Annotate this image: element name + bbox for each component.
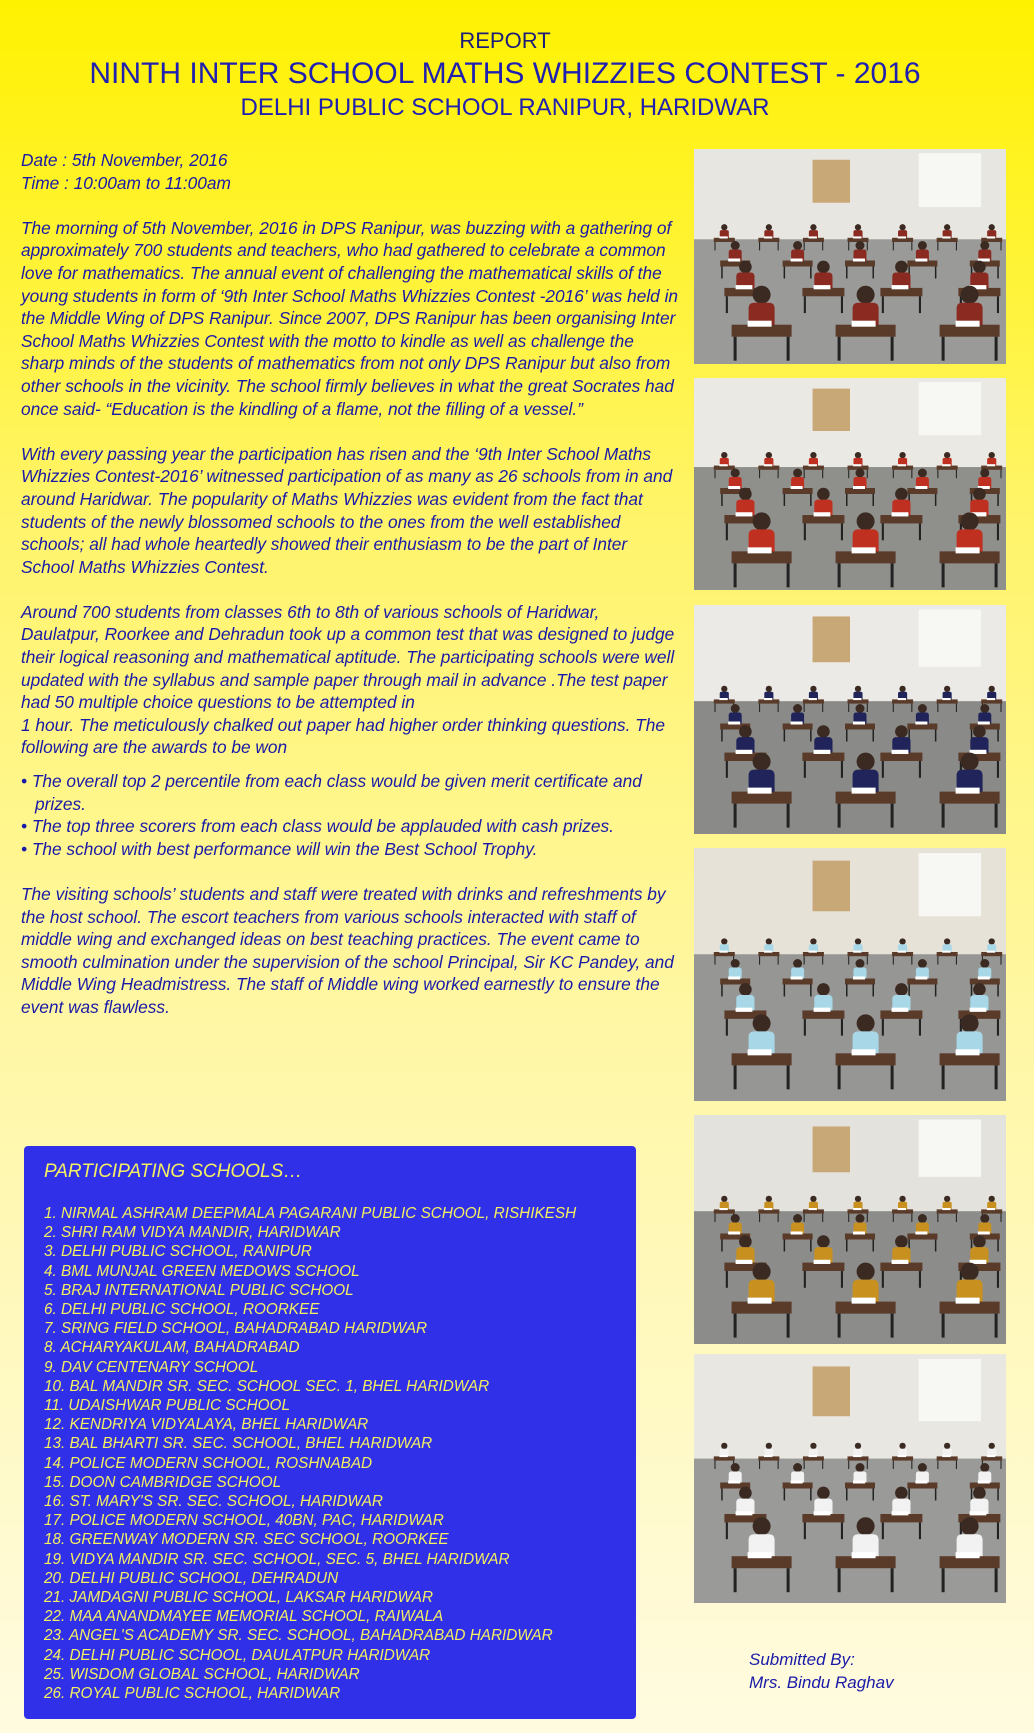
contest-photo-2 bbox=[694, 378, 1006, 590]
paragraph-test: Around 700 students from classes 6th to 8th of various schools of Haridwar, Daulatpur, Roorkee and Dehradun took up a common test that was designed to judge their logical reasoning and mathematical aptitude. The participating schools were well updated with the syllabus and sample paper through mail in advance .The test paper had 50 multiple choice questions to be attempted in bbox=[21, 601, 675, 713]
event-date: Date : 5th November, 2016 bbox=[21, 150, 228, 170]
event-time: Time : 10:00am to 11:00am bbox=[21, 172, 231, 193]
school-list-item: 9. DAV CENTENARY SCHOOL bbox=[44, 1358, 259, 1376]
submitted-by bbox=[749, 1648, 894, 1694]
paragraph-test-continued: 1 hour. The meticulously chalked out paper had higher order thinking questions. The following are the awards to be won bbox=[21, 714, 665, 758]
contest-photo-5 bbox=[694, 1115, 1006, 1344]
paragraph-intro: The morning of 5th November, 2016 in DPS Ranipur, was buzzing with a gathering of approximately 700 students and teachers, who had gathered to celebrate a common love for mathematics. The annual event of challenging the mathematical skills of the young students in form of ‘9th Inter School Maths Whizzies Contest -2016’ was held in the Middle Wing of DPS Ranipur. Since 2007, DPS Ranipur has been organising Inter School Maths Whizzies Contest with the motto to kindle as well as challenge the sharp minds of the students of mathematics from not only DPS Ranipur but also from other schools in the vicinity. The school firmly believes in what the great Socrates had once said- “Education is the kindling of a flame, not the filling of a vessel.” bbox=[21, 217, 679, 419]
contest-photo-6 bbox=[694, 1354, 1006, 1603]
school-list-item: 1. NIRMAL ASHRAM DEEPMALA PAGARANI PUBLIC SCHOOL, RISHIKESH bbox=[44, 1205, 577, 1222]
school-list-item: 6. DELHI PUBLIC SCHOOL, ROORKEE bbox=[44, 1301, 320, 1319]
submitted-label: Submitted By: bbox=[749, 1650, 855, 1669]
report-header bbox=[0, 28, 1010, 122]
school-name: DELHI PUBLIC SCHOOL RANIPUR, HARIDWAR bbox=[240, 94, 770, 121]
school-list-item: 2. SHRI RAM VIDYA MANDIR, HARIDWAR bbox=[44, 1224, 341, 1242]
classroom-photo-image bbox=[694, 1115, 1006, 1344]
classroom-photo-image bbox=[694, 378, 1006, 590]
school-list-item: 4. BML MUNJAL GREEN MEDOWS SCHOOL bbox=[44, 1262, 360, 1280]
school-list-item: 14. POLICE MODERN SCHOOL, ROSHNABAD bbox=[44, 1454, 373, 1472]
contest-photo-4 bbox=[694, 848, 1006, 1101]
school-list-item: 17. POLICE MODERN SCHOOL, 40BN, PAC, HARIDWAR bbox=[44, 1512, 444, 1530]
school-list-item: 15. DOON CAMBRIDGE SCHOOL bbox=[44, 1473, 282, 1491]
submitter-name: Mrs. Bindu Raghav bbox=[749, 1673, 894, 1692]
schools-list bbox=[44, 1204, 616, 1703]
paragraph-closing: The visiting schools’ students and staff were treated with drinks and refreshments by the host school. The escort teachers from various schools interacted with staff of middle wing and exchanged ideas on best teaching practices. The event came to smooth culmination under the supervision of the school Principal, Sir KC Pandey, and Middle Wing Headmistress. The staff of Middle wing worked earnestly to ensure the event was flawless. bbox=[21, 884, 674, 1017]
award-bullet: • The overall top 2 percentile from each class would be given merit certificate and prizes. bbox=[21, 771, 642, 814]
school-list-item: 12. KENDRIYA VIDYALAYA, BHEL HARIDWAR bbox=[44, 1416, 369, 1434]
school-list-item: 25. WISDOM GLOBAL SCHOOL, HARIDWAR bbox=[44, 1665, 360, 1683]
classroom-photo-image bbox=[694, 848, 1006, 1101]
contest-photo-3 bbox=[694, 605, 1006, 834]
school-list-item: 23. ANGEL'S ACADEMY SR. SEC. SCHOOL, BAHADRABAD HARIDWAR bbox=[44, 1627, 553, 1645]
school-list-item: 13. BAL BHARTI SR. SEC. SCHOOL, BHEL HARIDWAR bbox=[44, 1435, 433, 1453]
school-list-item: 24. DELHI PUBLIC SCHOOL, DAULATPUR HARIDWAR bbox=[44, 1646, 431, 1664]
school-list-item: 22. MAA ANANDMAYEE MEMORIAL SCHOOL, RAIWALA bbox=[44, 1608, 444, 1626]
participating-schools-panel bbox=[24, 1146, 636, 1719]
classroom-photo-image bbox=[694, 149, 1006, 364]
school-list-item: 19. VIDYA MANDIR SR. SEC. SCHOOL, SEC. 5, BHEL HARIDWAR bbox=[44, 1550, 510, 1568]
report-body bbox=[21, 149, 681, 1019]
paragraph-participation: With every passing year the participation has risen and the ‘9th Inter School Maths Whizzies Contest-2016’ witnessed participation of as many as 26 schools from in and around Haridwar. The popularity of Maths Whizzies was evident from the fact that students of the newly blossomed schools to the ones from the well established schools; all had whole heartedly showed their enthusiasm to be the part of Inter School Maths Whizzies Contest. bbox=[21, 443, 673, 577]
schools-title: PARTICIPATING SCHOOLS… bbox=[44, 1161, 303, 1182]
school-list-item: 7. SRING FIELD SCHOOL, BAHADRABAD HARIDWAR bbox=[44, 1320, 428, 1338]
school-list-item: 21. JAMDAGNI PUBLIC SCHOOL, LAKSAR HARIDWAR bbox=[44, 1589, 434, 1607]
school-list-item: 10. BAL MANDIR SR. SEC. SCHOOL SEC. 1, BHEL HARIDWAR bbox=[44, 1377, 490, 1395]
school-list-item: 16. ST. MARY'S SR. SEC. SCHOOL, HARIDWAR bbox=[44, 1493, 383, 1511]
award-bullet: • The top three scorers from each class would be applauded with cash prizes. bbox=[21, 816, 614, 837]
award-bullet: • The school with best performance will win the Best School Trophy. bbox=[21, 838, 538, 859]
school-list-item: 8. ACHARYAKULAM, BAHADRABAD bbox=[44, 1339, 300, 1357]
school-list-item: 11. UDAISHWAR PUBLIC SCHOOL bbox=[44, 1397, 290, 1415]
report-label: REPORT bbox=[459, 28, 551, 53]
school-list-item: 20. DELHI PUBLIC SCHOOL, DEHRADUN bbox=[44, 1569, 339, 1587]
school-list-item: 26. ROYAL PUBLIC SCHOOL, HARIDWAR bbox=[44, 1685, 341, 1703]
school-list-item: 3. DELHI PUBLIC SCHOOL, RANIPUR bbox=[44, 1243, 312, 1261]
report-title: NINTH INTER SCHOOL MATHS WHIZZIES CONTEST - 2016 bbox=[89, 57, 921, 90]
classroom-photo-image bbox=[694, 605, 1006, 834]
classroom-photo-image bbox=[694, 1354, 1006, 1603]
contest-photo-1 bbox=[694, 149, 1006, 364]
school-list-item: 5. BRAJ INTERNATIONAL PUBLIC SCHOOL bbox=[44, 1281, 354, 1299]
school-list-item: 18. GREENWAY MODERN SR. SEC SCHOOL, ROORKEE bbox=[44, 1531, 449, 1549]
